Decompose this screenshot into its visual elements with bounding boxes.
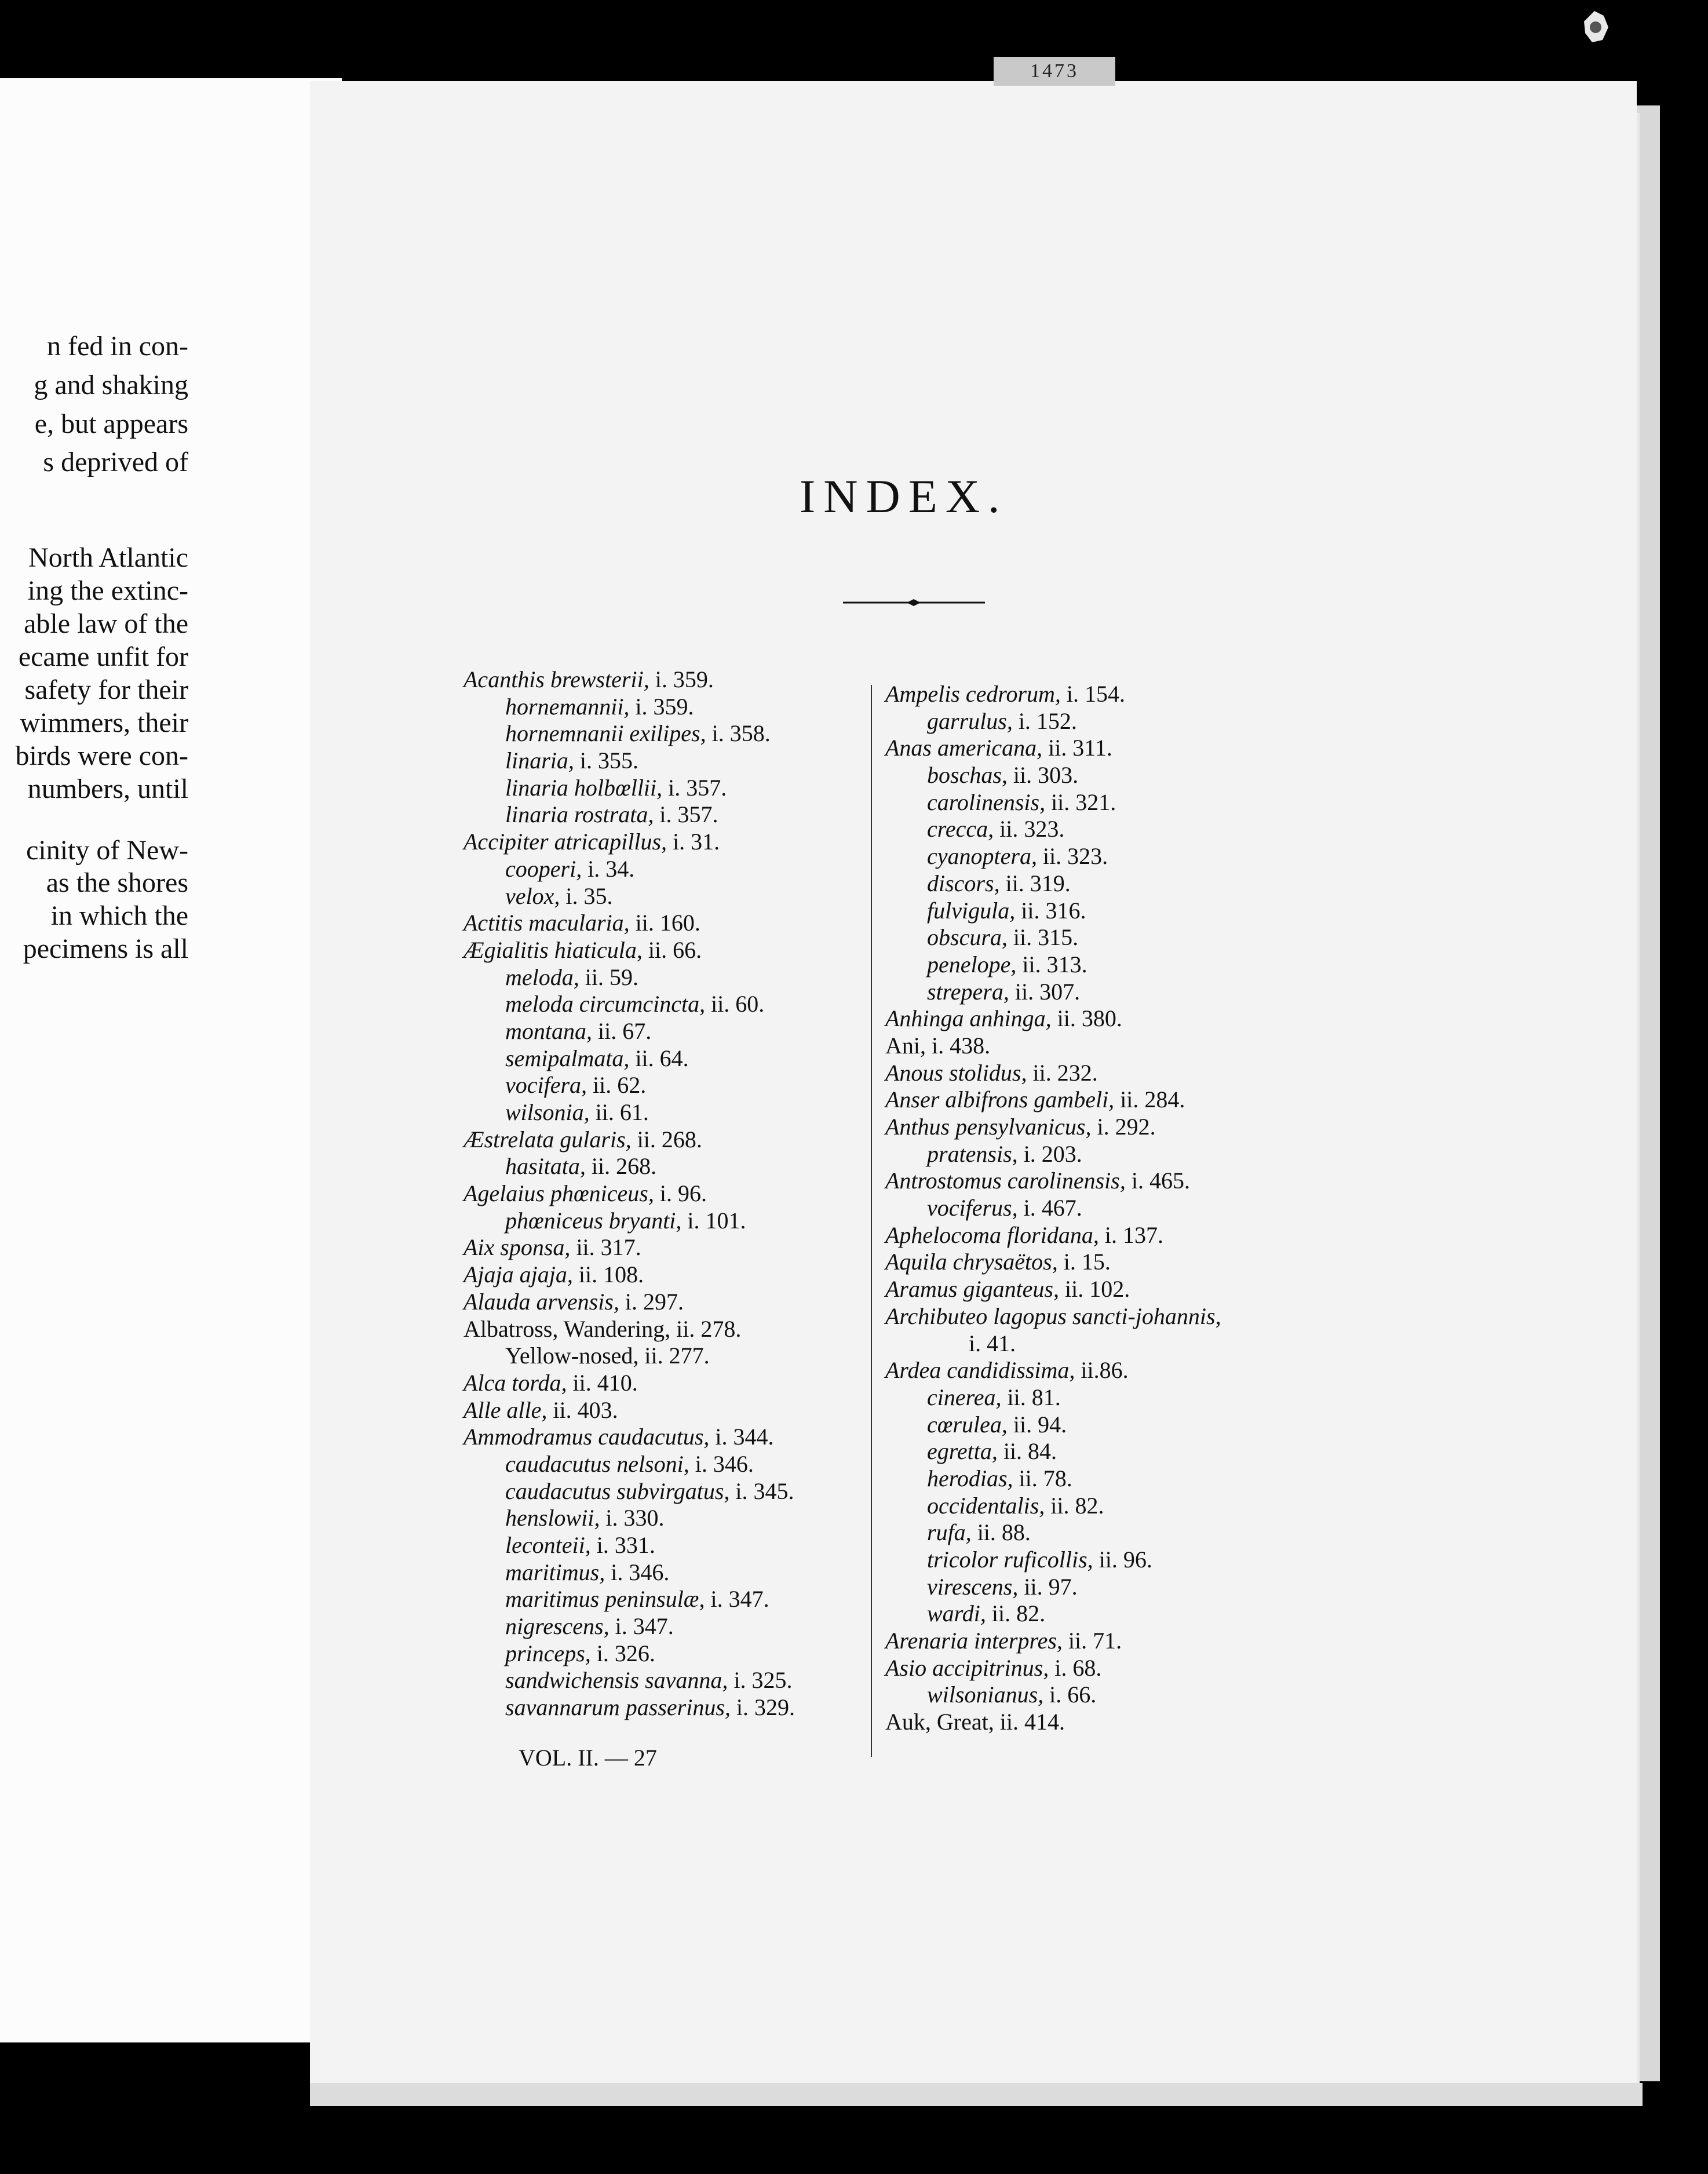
entry-reference: ii. 62. [587, 1072, 647, 1099]
entry-reference: ii. 317. [570, 1234, 641, 1261]
entry-name: hornemannii, [505, 693, 630, 720]
left-page-line: ing the extinc- [27, 575, 188, 606]
entry-reference: ii. 108. [572, 1261, 644, 1288]
entry-name: Alauda arvensis, [464, 1288, 619, 1315]
entry-name: princeps, [505, 1640, 591, 1666]
index-entry [464, 720, 863, 747]
index-entry [464, 1180, 863, 1208]
index-entry [464, 964, 863, 991]
left-page-line: cinity of New- [26, 835, 188, 866]
entry-name: linaria holbœllii, [505, 774, 663, 801]
entry-reference: ii. 307. [1009, 978, 1081, 1005]
index-entry [885, 816, 1337, 843]
entry-name: Arenaria interpres, [885, 1628, 1063, 1654]
index-entry [885, 1060, 1337, 1087]
entry-reference: ii. 64. [629, 1045, 689, 1071]
index-entry [885, 1655, 1337, 1682]
entry-reference: i. 292. [1091, 1114, 1156, 1140]
index-entry [464, 775, 863, 802]
entry-reference: i. 15. [1057, 1249, 1111, 1275]
index-entry [464, 747, 863, 775]
entry-name: boschas, [927, 762, 1008, 789]
entry-reference: ii. 268. [631, 1126, 702, 1152]
entry-reference: ii. 323. [994, 816, 1065, 842]
entry-reference: ii. 96. [1093, 1546, 1152, 1573]
entry-reference: ii. 66. [642, 936, 702, 963]
entry-reference: ii. 67. [592, 1017, 652, 1044]
entry-name: henslowii, [505, 1505, 600, 1531]
entry-name: leconteii, [505, 1532, 591, 1558]
index-entry [885, 1519, 1337, 1546]
index-entry [885, 1005, 1337, 1033]
index-entry [464, 1667, 863, 1694]
entry-reference: ii. 59. [579, 964, 638, 990]
entry-reference: i. 357. [654, 801, 718, 828]
column-divider [871, 685, 872, 1757]
index-entry [885, 1303, 1337, 1330]
index-entry [885, 1086, 1337, 1114]
index-entry [464, 1613, 863, 1640]
left-page-text [0, 0, 342, 2174]
index-entry [464, 1397, 863, 1424]
entry-name: savannarum passerinus, [505, 1694, 731, 1721]
entry-name: Anous stolidus, [885, 1059, 1027, 1086]
index-column-1 [464, 666, 863, 1721]
entry-name: cooperi, [505, 855, 582, 882]
entry-reference: i. 152. [1012, 707, 1077, 734]
index-entry [885, 789, 1337, 816]
entry-name: linaria, [505, 747, 574, 774]
entry-reference: ii. 319. [999, 870, 1071, 896]
left-page-line: in which the [50, 900, 188, 931]
index-entry [464, 1261, 863, 1289]
index-entry [464, 1045, 863, 1073]
entry-reference: i. 346. [605, 1559, 670, 1585]
entry-name: cinerea, [927, 1384, 1002, 1410]
left-page-line: North Atlantic [28, 542, 188, 573]
entry-reference: i. 137. [1098, 1221, 1163, 1248]
index-entry [885, 1114, 1337, 1141]
entry-reference: Albatross, Wandering, ii. 278. [464, 1315, 742, 1342]
index-entry [885, 1465, 1337, 1493]
entry-reference: i. 359. [629, 693, 694, 720]
index-entry [464, 1018, 863, 1045]
entry-reference: i. 68. [1049, 1654, 1102, 1681]
entry-name: Archibuteo lagopus sancti-johannis, [885, 1303, 1221, 1329]
index-entry [464, 1424, 863, 1451]
index-entry [464, 1478, 863, 1505]
index-entry [885, 979, 1337, 1006]
index-entry [464, 937, 863, 964]
index-entry [464, 829, 863, 856]
entry-name: cyanoptera, [927, 843, 1037, 870]
entry-reference: i. 31. [667, 829, 720, 855]
entry-reference: i. 359. [649, 666, 714, 692]
entry-name: maritimus peninsulæ, [505, 1586, 705, 1613]
left-page-line: birds were con- [15, 741, 188, 771]
index-entry [885, 1546, 1337, 1574]
signature-mark: VOL. II. — 27 [519, 1745, 657, 1771]
index-entry [885, 1628, 1337, 1655]
entry-reference: ii. 97. [1018, 1573, 1078, 1600]
entry-reference: i. 347. [705, 1586, 769, 1613]
entry-reference: ii. 316. [1015, 897, 1086, 924]
entry-name: vocifera, [505, 1072, 587, 1099]
index-entry [464, 1586, 863, 1613]
entry-reference: i. 66. [1043, 1681, 1097, 1708]
entry-reference: ii. 71. [1062, 1628, 1122, 1654]
entry-reference: i. 41. [969, 1330, 1016, 1356]
index-entry [885, 762, 1337, 789]
index-entry [885, 1330, 1337, 1358]
left-page-line: wimmers, their [20, 707, 188, 738]
entry-reference: i. 96. [654, 1180, 707, 1207]
index-entry [885, 1033, 1337, 1060]
entry-name: Anas americana, [885, 735, 1043, 761]
entry-name: crecca, [927, 816, 994, 842]
index-entry [885, 1249, 1337, 1276]
index-entry [464, 1289, 863, 1316]
index-entry [885, 1709, 1337, 1736]
index-entry [464, 1072, 863, 1099]
library-stamp: 1473 [994, 57, 1115, 86]
entry-reference: ii. 380. [1051, 1005, 1122, 1032]
entry-reference: ii. 94. [1007, 1411, 1067, 1438]
index-entry [885, 1681, 1337, 1709]
index-entry [464, 991, 863, 1018]
entry-name: caudacutus nelsoni, [505, 1450, 689, 1477]
page-bottom-edge [310, 2083, 1643, 2106]
left-page-line: e, but appears [34, 408, 188, 439]
left-page-line: n fed in con- [47, 331, 188, 362]
entry-name: Aquila chrysaëtos, [885, 1249, 1058, 1275]
index-entry [885, 924, 1337, 951]
entry-reference: i. 329. [730, 1694, 795, 1721]
index-entry [464, 1451, 863, 1478]
entry-reference: i. 465. [1125, 1168, 1190, 1194]
entry-reference: Ani, i. 438. [885, 1032, 991, 1059]
left-page-line: numbers, until [27, 774, 188, 804]
left-page-line: ecame unfit for [18, 641, 188, 672]
entry-name: Alca torda, [464, 1369, 567, 1396]
left-page-line: s deprived of [43, 447, 188, 477]
entry-reference: i. 325. [728, 1667, 793, 1694]
entry-name: virescens, [927, 1573, 1019, 1600]
entry-name: Aphelocoma floridana, [885, 1221, 1099, 1248]
index-entry [885, 681, 1337, 708]
entry-name: Actitis macularia, [464, 910, 630, 936]
entry-reference: ii. 61. [589, 1099, 649, 1125]
entry-name: Asio accipitrinus, [885, 1654, 1049, 1681]
entry-reference: ii. 78. [1013, 1465, 1072, 1491]
index-entry [885, 951, 1337, 979]
entry-name: nigrescens, [505, 1613, 610, 1640]
entry-name: Anthus pensylvanicus, [885, 1114, 1092, 1140]
left-page-line: as the shores [46, 867, 188, 898]
entry-name: semipalmata, [505, 1045, 630, 1071]
entry-name: Anhinga anhinga, [885, 1005, 1052, 1032]
entry-name: Ammodramus caudacutus, [464, 1424, 710, 1450]
entry-reference: ii. 102. [1059, 1276, 1130, 1303]
index-entry [885, 1222, 1337, 1249]
entry-name: herodias, [927, 1465, 1013, 1491]
entry-reference: i. 35. [560, 882, 613, 909]
entry-name: pratensis, [927, 1140, 1018, 1167]
left-page-line: able law of the [24, 608, 188, 639]
left-page-line: safety for their [24, 674, 188, 705]
entry-name: maritimus, [505, 1559, 605, 1585]
index-entry [885, 1600, 1337, 1628]
index-entry [464, 910, 863, 937]
entry-reference: ii. 313. [1016, 951, 1087, 977]
index-entry [885, 1357, 1337, 1384]
entry-name: meloda, [505, 964, 579, 990]
entry-reference: ii. 232. [1027, 1059, 1098, 1086]
entry-reference: i. 330. [600, 1505, 665, 1531]
index-entry [885, 898, 1337, 925]
entry-name: caudacutus subvirgatus, [505, 1478, 730, 1504]
index-column-2 [885, 681, 1337, 1736]
index-entry [464, 1208, 863, 1235]
entry-reference: i. 203. [1017, 1140, 1082, 1167]
entry-reference: i. 331. [590, 1532, 655, 1558]
entry-name: tricolor ruficollis, [927, 1546, 1093, 1573]
entry-reference: ii. 403. [547, 1396, 618, 1423]
index-entry [885, 1276, 1337, 1303]
entry-reference: ii. 84. [997, 1438, 1057, 1465]
entry-name: hornemnanii exilipes, [505, 720, 706, 747]
left-page-line: g and shaking [34, 370, 188, 400]
entry-name: rufa, [927, 1519, 972, 1546]
entry-name: Accipiter atricapillus, [464, 829, 667, 855]
index-entry [464, 1532, 863, 1559]
entry-reference: ii. 88. [971, 1519, 1031, 1546]
entry-reference: i. 326. [590, 1640, 655, 1666]
entry-name: Anser albifrons gambeli, [885, 1086, 1115, 1113]
entry-reference: i. 346. [689, 1450, 754, 1477]
entry-name: carolinensis, [927, 789, 1046, 815]
entry-name: wilsonianus, [927, 1681, 1044, 1708]
entry-name: wardi, [927, 1600, 986, 1627]
entry-reference: ii. 82. [1045, 1492, 1104, 1519]
entry-name: montana, [505, 1017, 592, 1044]
entry-name: Aix sponsa, [464, 1234, 571, 1261]
entry-reference: ii. 321. [1045, 789, 1116, 815]
entry-reference: ii. 410. [567, 1369, 638, 1396]
entry-reference: ii. 81. [1001, 1384, 1061, 1410]
entry-reference: ii. 303. [1007, 762, 1079, 789]
entry-reference: i. 101. [681, 1207, 746, 1234]
entry-reference: i. 357. [662, 774, 727, 801]
entry-name: Aramus giganteus, [885, 1276, 1059, 1303]
entry-reference: Yellow-nosed, ii. 277. [505, 1343, 710, 1369]
entry-name: Ardea candidissima, [885, 1357, 1075, 1384]
entry-reference: i. 344. [709, 1424, 774, 1450]
entry-name: Acanthis brewsterii, [464, 666, 649, 692]
entry-name: Ampelis cedrorum, [885, 681, 1061, 707]
entry-name: hasitata, [505, 1153, 586, 1180]
entry-reference: ii. 284. [1114, 1086, 1185, 1113]
entry-name: wilsonia, [505, 1099, 590, 1125]
index-entry [464, 801, 863, 829]
index-entry [464, 1153, 863, 1180]
index-entry [464, 1559, 863, 1586]
entry-name: Ægialitis hiaticula, [464, 936, 643, 963]
entry-reference: ii. 160. [629, 910, 700, 936]
entry-name: strepera, [927, 978, 1009, 1005]
title-ornament [843, 597, 985, 608]
index-entry [885, 735, 1337, 762]
entry-name: Antrostomus carolinensis, [885, 1168, 1126, 1194]
entry-reference: ii. 268. [585, 1153, 657, 1180]
entry-name: egretta, [927, 1438, 998, 1465]
entry-reference: ii. 315. [1007, 924, 1079, 951]
entry-name: Æstrelata gularis, [464, 1126, 632, 1152]
index-entry [885, 870, 1337, 898]
entry-name: Agelaius phœniceus, [464, 1180, 654, 1207]
entry-reference: ii.86. [1075, 1357, 1129, 1384]
entry-name: occidentalis, [927, 1492, 1045, 1519]
index-entry [464, 1316, 863, 1343]
entry-name: cœrulea, [927, 1411, 1008, 1438]
index-entry [464, 1343, 863, 1370]
index-title: INDEX. [800, 470, 1008, 523]
entry-reference: i. 34. [582, 855, 635, 882]
index-entry [464, 1370, 863, 1397]
entry-reference: i. 345. [729, 1478, 794, 1504]
entry-reference: ii. 60. [705, 991, 765, 1017]
corner-blot-icon [1579, 9, 1614, 45]
entry-name: Alle alle, [464, 1396, 548, 1423]
entry-reference: ii. 82. [986, 1600, 1046, 1627]
entry-reference: i. 154. [1060, 681, 1126, 707]
index-entry [464, 694, 863, 721]
entry-reference: ii. 311. [1042, 735, 1112, 761]
index-entry [885, 1384, 1337, 1411]
index-entry [885, 1195, 1337, 1222]
entry-name: velox, [505, 882, 560, 909]
entry-name: obscura, [927, 924, 1008, 951]
index-entry [464, 1505, 863, 1532]
index-entry [464, 856, 863, 883]
entry-name: phœniceus bryanti, [505, 1207, 682, 1234]
entry-name: vociferus, [927, 1195, 1018, 1221]
index-entry [464, 1640, 863, 1668]
entry-name: linaria rostrata, [505, 801, 654, 828]
index-entry [464, 883, 863, 910]
entry-reference: i. 297. [619, 1288, 684, 1315]
index-entry [885, 1168, 1337, 1195]
entry-reference: Auk, Great, ii. 414. [885, 1709, 1065, 1735]
index-entry [885, 1438, 1337, 1465]
index-entry [464, 1694, 863, 1721]
entry-reference: i. 347. [609, 1613, 674, 1640]
entry-name: sandwichensis savanna, [505, 1667, 728, 1694]
entry-name: penelope, [927, 951, 1017, 977]
entry-reference: i. 355. [574, 747, 639, 774]
entry-name: Ajaja ajaja, [464, 1261, 573, 1288]
index-entry [885, 1411, 1337, 1439]
index-entry [885, 1141, 1337, 1168]
index-entry [885, 1574, 1337, 1601]
index-entry [464, 1234, 863, 1261]
entry-reference: ii. 323. [1037, 843, 1108, 870]
entry-name: meloda circumcincta, [505, 991, 706, 1017]
left-page-line: pecimens is all [23, 933, 188, 964]
entry-reference: i. 467. [1017, 1195, 1082, 1221]
index-entry [885, 708, 1337, 735]
entry-name: fulvigula, [927, 897, 1016, 924]
index-entry [464, 1099, 863, 1126]
index-entry [885, 843, 1337, 870]
entry-reference: i. 358. [706, 720, 771, 747]
index-entry [464, 666, 863, 694]
index-entry [885, 1493, 1337, 1520]
entry-name: discors, [927, 870, 1000, 896]
entry-name: garrulus, [927, 707, 1013, 734]
index-entry [464, 1126, 863, 1154]
